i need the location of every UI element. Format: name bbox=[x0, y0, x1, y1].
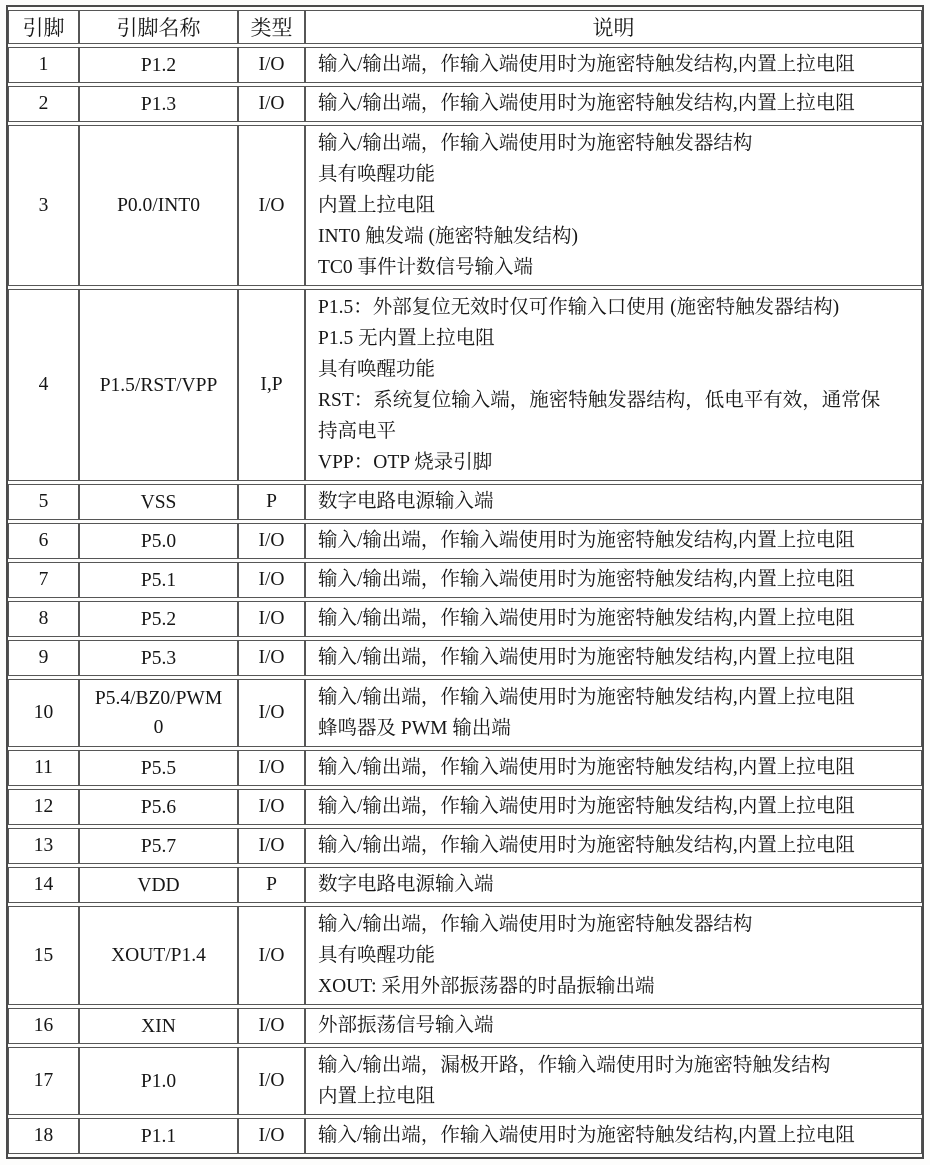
description-line: P1.5：外部复位无效时仅可作输入口使用 (施密特触发器结构) bbox=[318, 297, 840, 318]
pin-description-cell bbox=[305, 601, 922, 637]
pin-description-cell bbox=[305, 867, 922, 903]
pin-description-cell bbox=[305, 125, 922, 286]
description-line: 输入/输出端，作输入端使用时为施密特触发结构,内置上拉电阻 bbox=[318, 608, 855, 629]
pin-name-cell bbox=[79, 867, 238, 903]
pin-type-cell: I/O bbox=[238, 1008, 305, 1044]
pin-name-text: P5.2 bbox=[140, 608, 177, 630]
description-line: TC0 事件计数信号输入端 bbox=[318, 257, 534, 278]
pin-name-cell bbox=[79, 47, 238, 83]
pin-name-cell bbox=[79, 289, 238, 481]
pin-name-text: P1.1 bbox=[140, 1125, 177, 1147]
description-line: 内置上拉电阻 bbox=[318, 195, 436, 216]
pin-name-text: P5.6 bbox=[140, 796, 177, 818]
pin-description-cell bbox=[305, 1118, 922, 1154]
table-row bbox=[8, 562, 922, 598]
pin-type-cell: I/O bbox=[238, 789, 305, 825]
pin-name-text: P5.7 bbox=[140, 835, 177, 857]
pin-number-cell: 7 bbox=[8, 562, 79, 598]
pin-name-cell bbox=[79, 906, 238, 1005]
pin-name-text: XIN bbox=[141, 1015, 176, 1037]
pin-type-cell: I/O bbox=[238, 562, 305, 598]
pin-type-cell: I/O bbox=[238, 1118, 305, 1154]
pin-number-cell: 3 bbox=[8, 125, 79, 286]
table-row bbox=[8, 640, 922, 676]
description-line: RST：系统复位输入端，施密特触发器结构，低电平有效，通常保持高电平 bbox=[318, 390, 881, 442]
pin-type-cell: I/O bbox=[238, 1047, 305, 1115]
pin-description-cell bbox=[305, 750, 922, 786]
pin-number-cell: 16 bbox=[8, 1008, 79, 1044]
description-line: 具有唤醒功能 bbox=[318, 359, 436, 380]
description-line: 输入/输出端，作输入端使用时为施密特触发结构,内置上拉电阻 bbox=[318, 530, 855, 551]
pin-number-cell: 9 bbox=[8, 640, 79, 676]
pin-number-cell: 12 bbox=[8, 789, 79, 825]
table-row bbox=[8, 1008, 922, 1044]
pin-type-cell: I/O bbox=[238, 523, 305, 559]
pin-name-text: P5.3 bbox=[140, 647, 177, 669]
description-line: 输入/输出端，作输入端使用时为施密特触发结构,内置上拉电阻 bbox=[318, 1125, 855, 1146]
pin-number-cell: 15 bbox=[8, 906, 79, 1005]
pin-number-cell: 10 bbox=[8, 679, 79, 747]
pin-number-cell: 13 bbox=[8, 828, 79, 864]
pin-name-text: P1.5/RST/VPP bbox=[99, 374, 218, 396]
pin-type-cell: I/O bbox=[238, 750, 305, 786]
table-row bbox=[8, 125, 922, 286]
pin-description-cell bbox=[305, 86, 922, 122]
table-row bbox=[8, 47, 922, 83]
pin-description-cell bbox=[305, 640, 922, 676]
description-line: 输入/输出端，作输入端使用时为施密特触发结构,内置上拉电阻 bbox=[318, 93, 855, 114]
pin-name-cell bbox=[79, 828, 238, 864]
pin-name-cell bbox=[79, 601, 238, 637]
pin-type-cell: I/O bbox=[238, 640, 305, 676]
pin-type-cell: I/O bbox=[238, 679, 305, 747]
description-line: 输入/输出端，作输入端使用时为施密特触发结构,内置上拉电阻 bbox=[318, 54, 855, 75]
pin-number-cell: 5 bbox=[8, 484, 79, 520]
pin-name-text: P1.0 bbox=[140, 1070, 177, 1092]
pin-type-cell: I/O bbox=[238, 86, 305, 122]
pin-type-cell: P bbox=[238, 484, 305, 520]
table-row bbox=[8, 867, 922, 903]
header-row bbox=[8, 10, 922, 44]
pin-name-cell bbox=[79, 562, 238, 598]
pin-function-table bbox=[6, 5, 924, 1159]
pin-name-text: VSS bbox=[140, 491, 177, 513]
pin-name-cell bbox=[79, 640, 238, 676]
pin-name-text: P0.0/INT0 bbox=[117, 195, 200, 216]
pin-number-cell: 17 bbox=[8, 1047, 79, 1115]
description-line: 数字电路电源输入端 bbox=[318, 491, 494, 512]
pin-type-cell: I,P bbox=[238, 289, 305, 481]
pin-description-cell bbox=[305, 484, 922, 520]
table-row bbox=[8, 289, 922, 481]
pin-name-text: P1.2 bbox=[140, 54, 177, 76]
pin-number-cell: 14 bbox=[8, 867, 79, 903]
table-row bbox=[8, 523, 922, 559]
pin-type-cell: I/O bbox=[238, 906, 305, 1005]
pin-name-cell bbox=[79, 86, 238, 122]
description-line: 具有唤醒功能 bbox=[318, 945, 436, 966]
description-line: 内置上拉电阻 bbox=[318, 1086, 436, 1107]
pin-name-cell bbox=[79, 750, 238, 786]
table-row bbox=[8, 1047, 922, 1115]
description-line: 输入/输出端，作输入端使用时为施密特触发结构,内置上拉电阻 bbox=[318, 569, 855, 590]
pin-name-text: P1.3 bbox=[140, 93, 177, 115]
description-line: INT0 触发端 (施密特触发结构) bbox=[318, 226, 578, 247]
pin-name-text: P5.5 bbox=[140, 757, 177, 779]
table-row bbox=[8, 601, 922, 637]
table-row bbox=[8, 1118, 922, 1154]
table-row bbox=[8, 679, 922, 747]
description-line: 外部振荡信号输入端 bbox=[318, 1015, 494, 1036]
pin-description-cell bbox=[305, 1047, 922, 1115]
pin-description-cell bbox=[305, 523, 922, 559]
pin-name-cell bbox=[79, 1008, 238, 1044]
pin-number-cell: 2 bbox=[8, 86, 79, 122]
table-row bbox=[8, 828, 922, 864]
column-header-3: 说明 bbox=[305, 10, 922, 44]
pin-number-cell: 6 bbox=[8, 523, 79, 559]
pin-description-cell bbox=[305, 828, 922, 864]
pin-number-cell: 11 bbox=[8, 750, 79, 786]
description-line: 数字电路电源输入端 bbox=[318, 874, 494, 895]
pin-name-cell bbox=[79, 1047, 238, 1115]
pin-description-cell bbox=[305, 789, 922, 825]
description-line: 蜂鸣器及 PWM 输出端 bbox=[318, 718, 511, 739]
description-line: 输入/输出端，作输入端使用时为施密特触发结构,内置上拉电阻 bbox=[318, 796, 855, 817]
pin-name-text: P5.0 bbox=[140, 530, 177, 552]
pin-type-cell: I/O bbox=[238, 125, 305, 286]
pin-name-text: P5.4/BZ0/PWM0 bbox=[94, 688, 223, 738]
description-line: 输入/输出端，漏极开路，作输入端使用时为施密特触发结构 bbox=[318, 1055, 831, 1076]
column-header-0: 引脚 bbox=[8, 10, 79, 44]
description-line: XOUT: 采用外部振荡器的时晶振输出端 bbox=[318, 976, 655, 997]
pin-description-cell bbox=[305, 562, 922, 598]
pin-name-cell bbox=[79, 1118, 238, 1154]
pin-name-cell bbox=[79, 125, 238, 286]
pin-type-cell: I/O bbox=[238, 47, 305, 83]
description-line: 具有唤醒功能 bbox=[318, 164, 436, 185]
pin-number-cell: 8 bbox=[8, 601, 79, 637]
pin-name-cell bbox=[79, 484, 238, 520]
table-row bbox=[8, 86, 922, 122]
column-header-2: 类型 bbox=[238, 10, 305, 44]
pin-type-cell: I/O bbox=[238, 601, 305, 637]
pin-number-cell: 4 bbox=[8, 289, 79, 481]
pin-name-cell bbox=[79, 789, 238, 825]
column-header-1: 引脚名称 bbox=[79, 10, 238, 44]
table-row bbox=[8, 484, 922, 520]
description-line: 输入/输出端，作输入端使用时为施密特触发器结构 bbox=[318, 133, 753, 154]
table-row bbox=[8, 906, 922, 1005]
description-line: P1.5 无内置上拉电阻 bbox=[318, 328, 495, 349]
table-row bbox=[8, 789, 922, 825]
pin-description-cell bbox=[305, 47, 922, 83]
pin-type-cell: I/O bbox=[238, 828, 305, 864]
table-row bbox=[8, 750, 922, 786]
description-line: 输入/输出端，作输入端使用时为施密特触发结构,内置上拉电阻 bbox=[318, 835, 855, 856]
description-line: VPP：OTP 烧录引脚 bbox=[318, 452, 493, 473]
pin-number-cell: 18 bbox=[8, 1118, 79, 1154]
pin-name-text: P5.1 bbox=[140, 569, 177, 591]
description-line: 输入/输出端，作输入端使用时为施密特触发器结构 bbox=[318, 914, 753, 935]
pin-number-cell: 1 bbox=[8, 47, 79, 83]
pin-description-cell bbox=[305, 906, 922, 1005]
pin-description-cell bbox=[305, 679, 922, 747]
pin-name-cell bbox=[79, 523, 238, 559]
pin-name-cell bbox=[79, 679, 238, 747]
pin-type-cell: P bbox=[238, 867, 305, 903]
description-line: 输入/输出端，作输入端使用时为施密特触发结构,内置上拉电阻 bbox=[318, 757, 855, 778]
pin-name-text: XOUT/P1.4 bbox=[111, 945, 206, 966]
description-line: 输入/输出端，作输入端使用时为施密特触发结构,内置上拉电阻 bbox=[318, 647, 855, 668]
pin-name-text: VDD bbox=[137, 874, 180, 896]
description-line: 输入/输出端，作输入端使用时为施密特触发结构,内置上拉电阻 bbox=[318, 687, 855, 708]
table-body bbox=[8, 47, 922, 1154]
pin-description-cell bbox=[305, 289, 922, 481]
pin-description-cell bbox=[305, 1008, 922, 1044]
